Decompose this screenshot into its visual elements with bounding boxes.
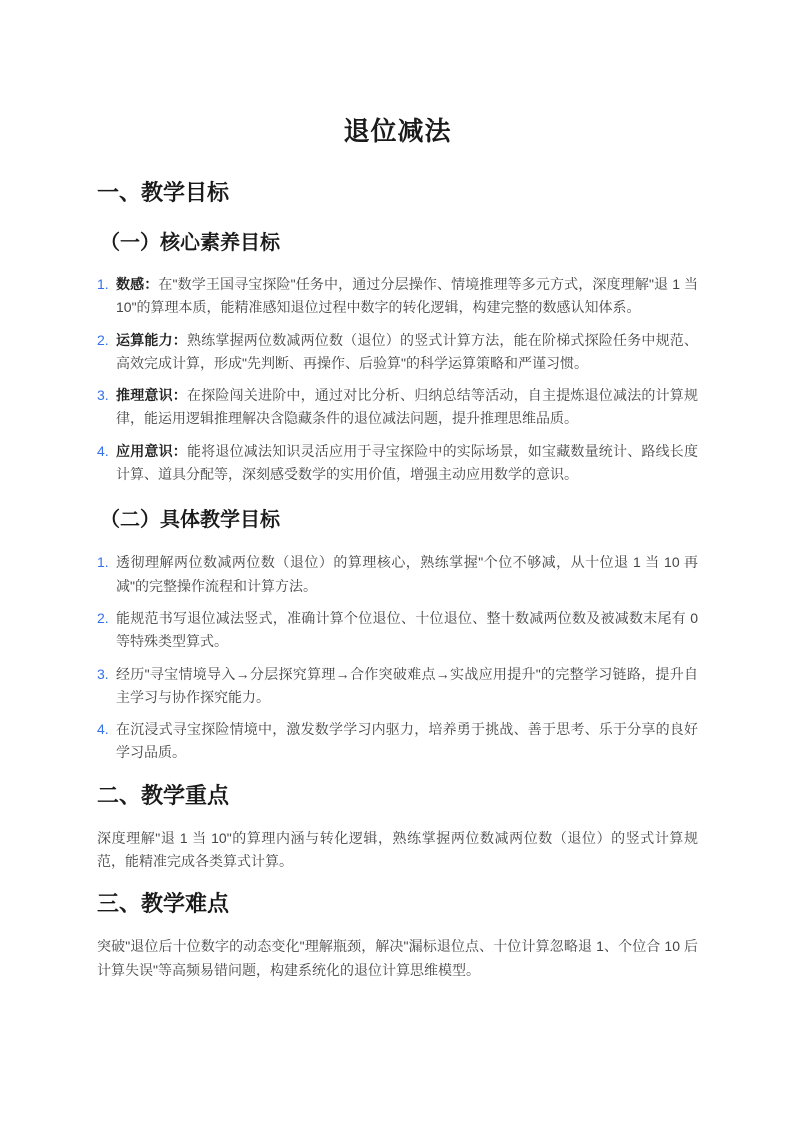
list-item-body (116, 663, 698, 710)
list-item (97, 440, 698, 487)
list-item-body (116, 718, 698, 765)
section-heading-teaching-objectives: 一、教学目标 (97, 180, 230, 205)
list-item-number: 1. (97, 554, 109, 571)
list-item-text: 在沉浸式寻宝探险情境中，激发数学学习内驱力，培养勇于挑战、善于思考、乐于分享的良好学习品质。 (116, 721, 698, 761)
list-item-body (116, 273, 698, 320)
list-item-text: 在"数学王国寻宝探险"任务中，通过分层操作、情境推理等多元方式，深度理解"退 1 当 10"的算理本质，能精准感知退位过程中数字的转化逻辑，构建完整的数感认知体系。 (116, 276, 698, 316)
list-item-number: 4. (97, 721, 109, 738)
subsection-heading-core-literacy-goals: （一）核心素养目标 (100, 232, 280, 254)
core-literacy-goal-list (97, 273, 698, 486)
list-item-body (116, 607, 698, 654)
list-item-text: 透彻理解两位数减两位数（退位）的算理核心，熟练掌握"个位不够减，从十位退 1 当 10 再减"的完整操作流程和计算方法。 (116, 554, 698, 594)
list-item-text: 能规范书写退位减法竖式，准确计算个位退位、十位退位、整十数减两位数及被减数末尾有 0 等特殊类型算式。 (116, 609, 698, 650)
list-item-label: 运算能力： (116, 331, 187, 348)
list-item-body (116, 551, 698, 598)
list-item (97, 273, 698, 320)
teaching-key-points-paragraph: 深度理解"退 1 当 10"的算理内涵与转化逻辑，熟练掌握两位数减两位数（退位）的竖式计算规范，能精准完成各类算式计算。 (97, 829, 698, 870)
list-item-body (116, 384, 698, 431)
list-item-body (116, 329, 698, 376)
specific-teaching-goal-list (97, 551, 698, 764)
list-item (97, 663, 698, 710)
list-item (97, 718, 698, 765)
list-item-number: 2. (97, 331, 109, 348)
teaching-difficulties-paragraph: 突破"退位后十位数字的动态变化"理解瓶颈，解决"漏标退位点、十位计算忽略退 1、个位合 10 后计算失误"等高频易错问题，构建系统化的退位计算思维模型。 (97, 938, 698, 978)
list-item-number: 2. (97, 609, 109, 626)
list-item-text: 在探险闯关进阶中，通过对比分析、归纳总结等活动，自主提炼退位减法的计算规律，能运用逻辑推理解决含隐藏条件的退位减法问题，提升推理思维品质。 (116, 387, 698, 427)
list-item-number: 1. (97, 276, 109, 292)
list-item (97, 329, 698, 376)
list-item-number: 3. (97, 387, 109, 404)
list-item-label: 数感： (116, 276, 159, 292)
section-heading-teaching-key-points: 二、教学重点 (97, 782, 230, 808)
list-item-label: 推理意识： (116, 387, 187, 404)
list-item-text: 能将退位减法知识灵活应用于寻宝探险中的实际场景，如宝藏数量统计、路线长度计算、道具分配等，深刻感受数学的实用价值，增强主动应用数学的意识。 (116, 442, 698, 483)
list-item (97, 551, 698, 598)
list-item (97, 384, 698, 431)
list-item-body (116, 440, 698, 487)
list-item (97, 607, 698, 654)
list-item-text: 经历"寻宝情境导入→分层探究算理→合作突破难点→实战应用提升"的完整学习链路，提升自主学习与协作探究能力。 (116, 665, 698, 705)
list-item-number: 3. (97, 665, 109, 682)
list-item-label: 应用意识： (116, 442, 187, 459)
subsection-heading-specific-teaching-goals: （二）具体教学目标 (100, 509, 280, 532)
section-heading-teaching-difficulties: 三、教学难点 (97, 891, 230, 917)
list-item-number: 4. (97, 442, 109, 459)
list-item-text: 熟练掌握两位数减两位数（退位）的竖式计算方法，能在阶梯式探险任务中规范、高效完成计算，形成"先判断、再操作、后验算"的科学运算策略和严谨习惯。 (116, 331, 698, 371)
document-title: 退位减法 (343, 116, 452, 146)
